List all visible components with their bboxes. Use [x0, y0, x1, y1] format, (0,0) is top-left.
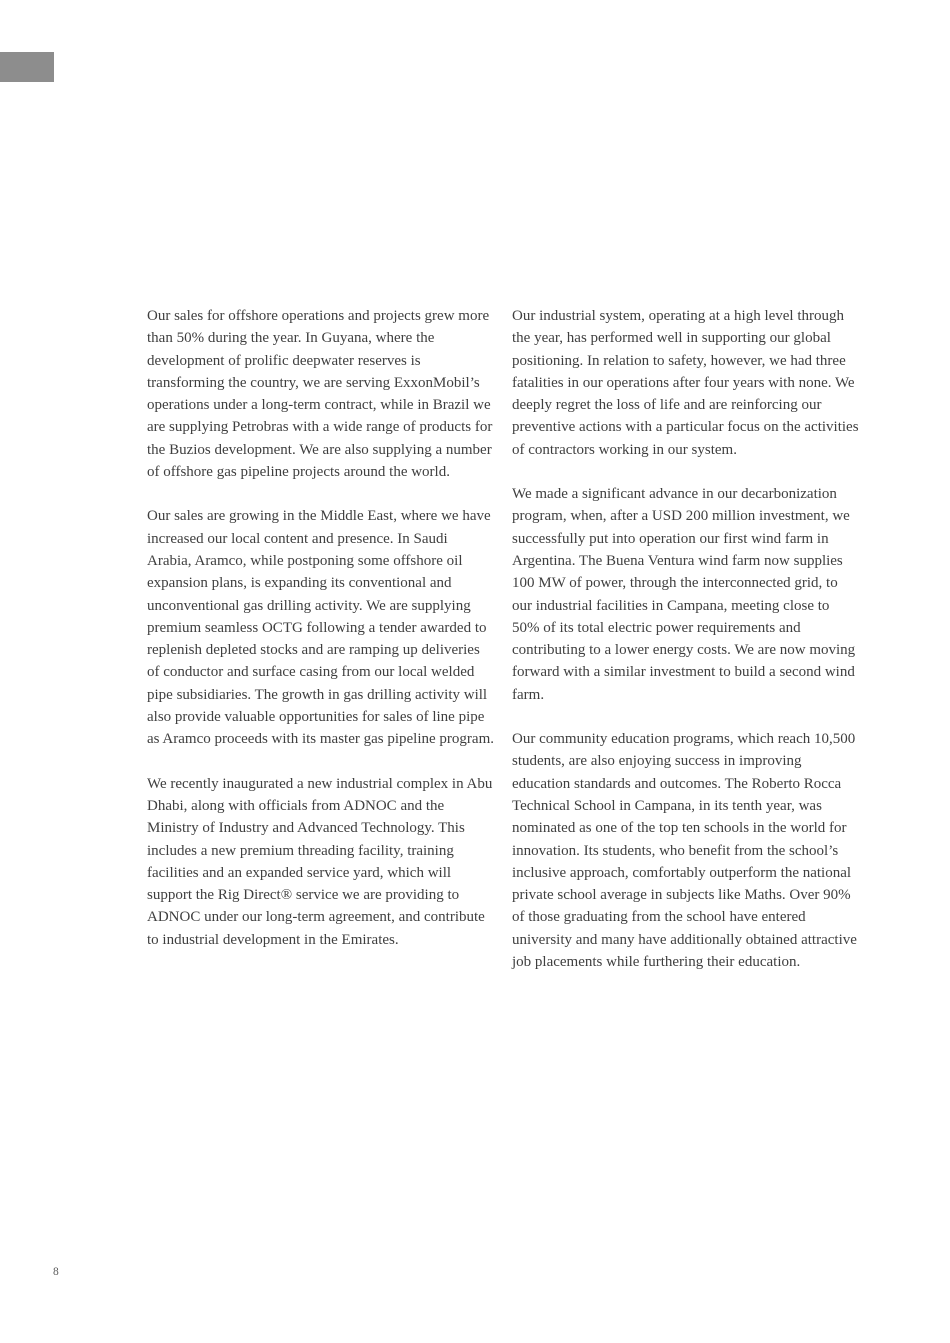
- paragraph-decarbonization-wind-farm: We made a significant advance in our decarbonization program, when, after a USD 200 million investment, we successfully put into operation our first wind farm in Argentina. The Buena Ventura wind farm now supplies 100 MW of power, through the interconnected grid, to our industrial facilities in Campana, meeting close to 50% of its total electric power requirements and contributing to a lower energy costs. We are now moving forward with a similar investment to build a second wind farm.: [512, 486, 856, 703]
- paragraph-offshore-sales: Our sales for offshore operations and projects grew more than 50% during the year. In Guyana, where the development of prolific deepwater reserves is transforming the country, we are serving ExxonMobil’s operations under a long-term contract, while in Brazil we are supplying Petrobras with a wide range of products for the Buzios development. We are also supplying a number of offshore gas pipeline projects around the world.: [147, 308, 493, 481]
- left-column: [147, 305, 494, 973]
- paragraph-middle-east-sales: Our sales are growing in the Middle East, where we have increased our local content and presence. In Saudi Arabia, Aramco, while postponing some offshore oil expansion plans, is expanding its conventional and unconventional gas drilling activity. We are supplying premium seamless OCTG following a tender awarded to replenish depleted stocks and are ramping up deliveries of conductor and surface casing from our local welded pipe subsidiaries. The growth in gas drilling activity will also provide valuable opportunities for sales of line pipe as Aramco proceeds with its master gas pipeline program.: [147, 508, 494, 748]
- paragraph-industrial-system-safety: Our industrial system, operating at a high level through the year, has performed well in supporting our global positioning. In relation to safety, however, we had three fatalities in our operations after four years with none. We deeply regret the loss of life and are reinforcing our preventive actions with a particular focus on the activities of contractors working in our system.: [512, 308, 859, 458]
- section-tab-marker: [0, 52, 54, 82]
- paragraph-community-education: Our community education programs, which reach 10,500 students, are also enjoying success in improving education standards and outcomes. The Roberto Rocca Technical School in Campana, in its tenth year, was nominated as one of the top ten schools in the world for innovation. Its students, who benefit from the school’s inclusive approach, comfortably outperform the national private school average in subjects like Maths. Over 90% of those graduating from the school have entered university and many have additionally obtained attractive job placements while furthering their education.: [512, 731, 857, 971]
- paragraph-abu-dhabi-complex: We recently inaugurated a new industrial complex in Abu Dhabi, along with officials from ADNOC and the Ministry of Industry and Advanced Technology. This includes a new premium threading facility, training facilities and an expanded service yard, which will support the Rig Direct® service we are providing to ADNOC under our long-term agreement, and contribute to industrial development in the Emirates.: [147, 775, 493, 948]
- body-text-columns: [147, 305, 859, 973]
- right-column: [512, 305, 859, 973]
- page-number: 8: [53, 1266, 59, 1278]
